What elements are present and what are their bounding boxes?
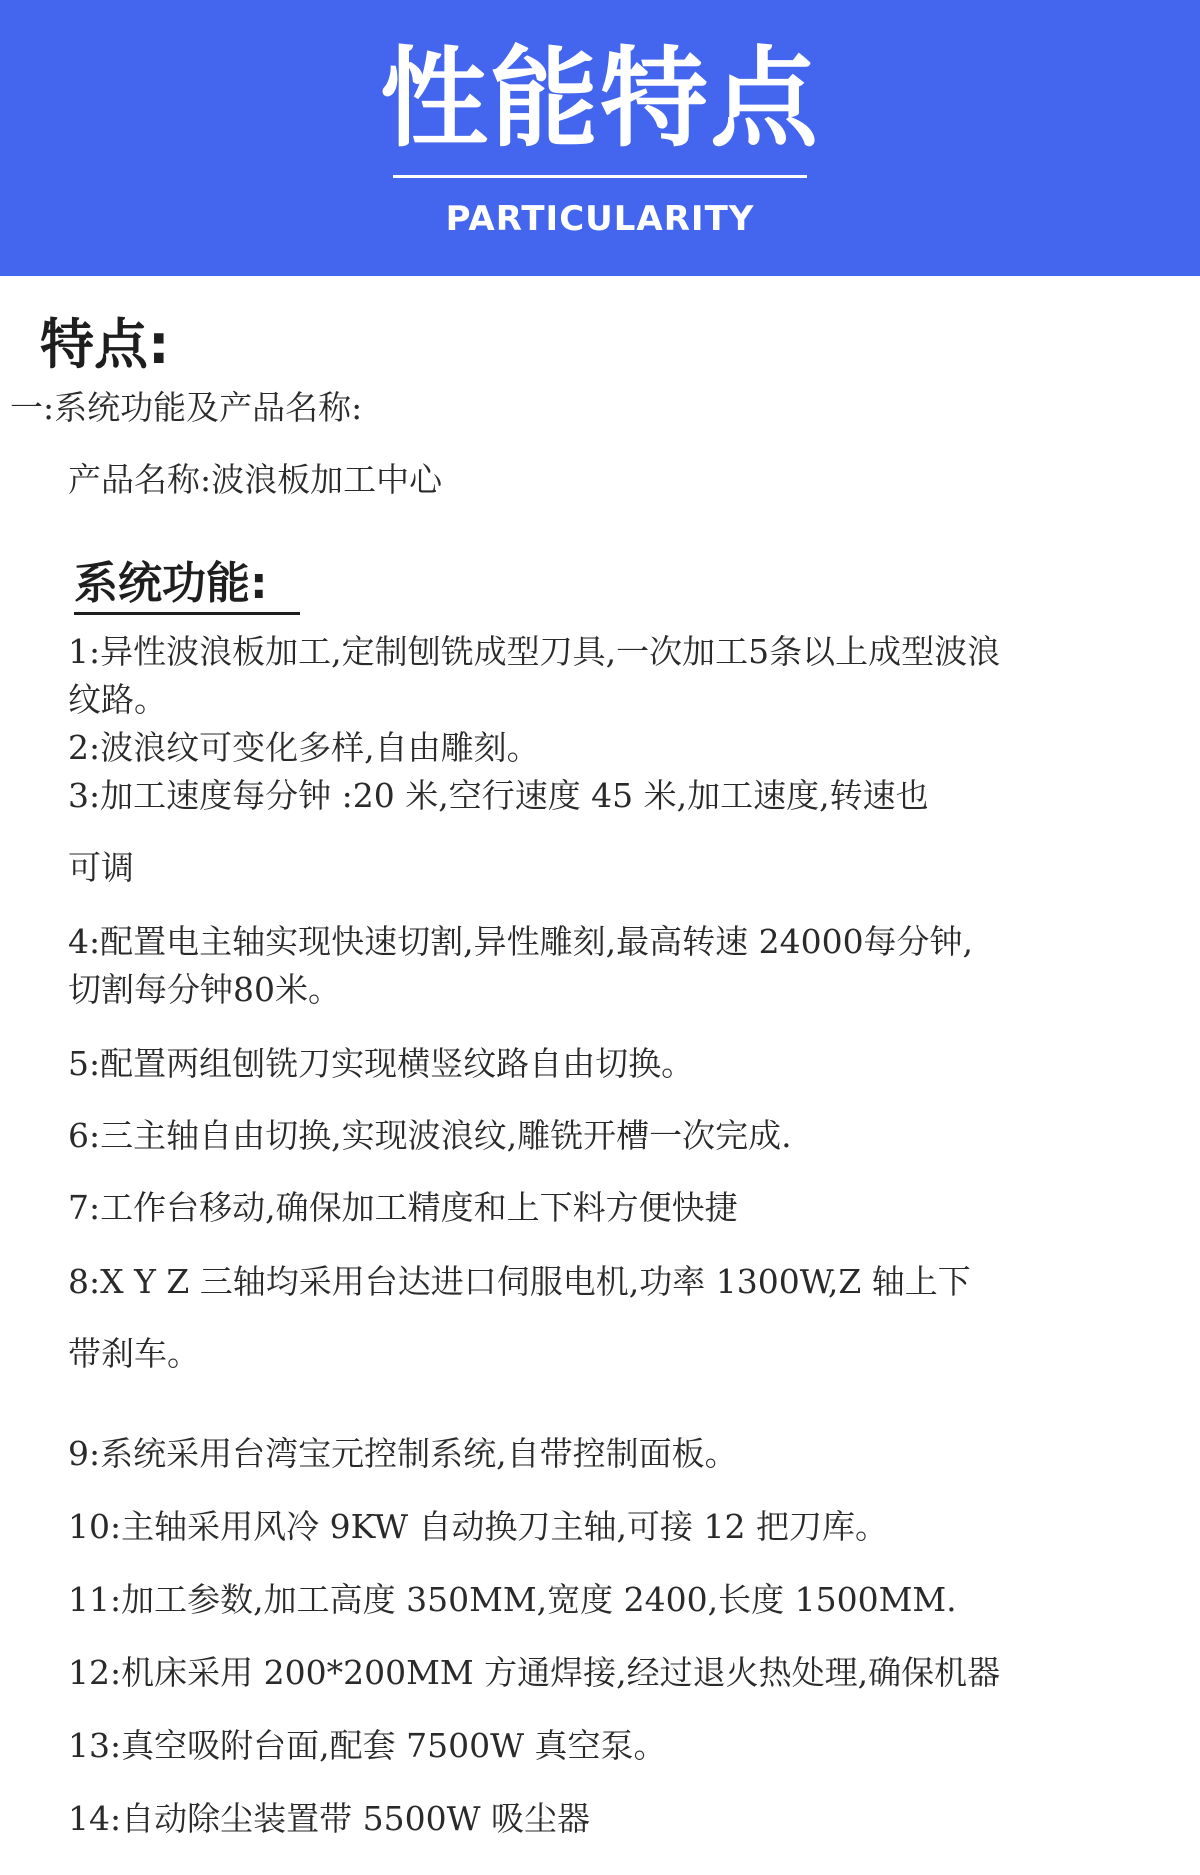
feature-item-13 <box>68 1722 1188 1770</box>
feature-item-8 <box>68 1258 1188 1378</box>
feature-item-8-line-2: 带刹车。 <box>68 1334 200 1373</box>
feature-item-1-line-1: 1:异性波浪板加工,定制刨铣成型刀具,一次加工5条以上成型波浪 <box>68 632 1001 671</box>
section-title: 一:系统功能及产品名称: <box>10 388 363 427</box>
feature-item-6-line-1: 6:三主轴自由切换,实现波浪纹,雕铣开槽一次完成. <box>68 1116 792 1155</box>
feature-item-2 <box>68 724 1188 772</box>
feature-item-10-line-1: 10:主轴采用风冷 9KW 自动换刀主轴,可接 12 把刀库。 <box>68 1507 888 1546</box>
feature-item-12 <box>68 1649 1188 1697</box>
feature-item-12-line-1: 12:机床采用 200*200MM 方通焊接,经过退火热处理,确保机器 <box>68 1653 1001 1692</box>
banner-title: 性能特点 <box>379 37 820 162</box>
feature-item-8-line-1: 8:X Y Z 三轴均采用台达进口伺服电机,功率 1300W,Z 轴上下 <box>68 1262 971 1301</box>
feature-item-10 <box>68 1503 1188 1551</box>
feature-item-11 <box>68 1576 1188 1624</box>
feature-item-4-line-1: 4:配置电主轴实现快速切割,异性雕刻,最高转速 24000每分钟, <box>68 922 974 961</box>
feature-item-9 <box>68 1430 1188 1478</box>
feature-item-13-line-1: 13:真空吸附台面,配套 7500W 真空泵。 <box>68 1726 667 1765</box>
banner-divider <box>393 175 807 178</box>
feature-item-5 <box>68 1040 1188 1088</box>
feature-item-4-line-2: 切割每分钟80米。 <box>68 970 341 1009</box>
feature-item-2-line-1: 2:波浪纹可变化多样,自由雕刻。 <box>68 728 540 767</box>
banner-subtitle: PARTICULARITY <box>445 199 755 239</box>
feature-item-6 <box>68 1112 1188 1160</box>
header-banner <box>0 0 1200 276</box>
features-heading: 特点: <box>40 313 170 376</box>
feature-item-7 <box>68 1184 1188 1232</box>
feature-item-1-line-2: 纹路。 <box>68 680 167 719</box>
feature-item-14-line-1: 14:自动除尘装置带 5500W 吸尘器 <box>68 1799 590 1838</box>
feature-item-11-line-1: 11:加工参数,加工高度 350MM,宽度 2400,长度 1500MM. <box>68 1580 957 1619</box>
feature-item-7-line-1: 7:工作台移动,确保加工精度和上下料方便快捷 <box>68 1188 738 1227</box>
system-function-heading: 系统功能: <box>74 556 300 615</box>
product-name-line: 产品名称:波浪板加工中心 <box>68 460 443 499</box>
feature-item-1 <box>68 628 1188 724</box>
feature-item-9-line-1: 9:系统采用台湾宝元控制系统,自带控制面板。 <box>68 1434 738 1473</box>
feature-item-3-line-2: 可调 <box>68 848 134 887</box>
feature-item-5-line-1: 5:配置两组刨铣刀实现横竖纹路自由切换。 <box>68 1044 695 1083</box>
feature-item-3-line-1: 3:加工速度每分钟 :20 米,空行速度 45 米,加工速度,转速也 <box>68 776 929 815</box>
feature-item-4 <box>68 918 1188 1014</box>
feature-item-3 <box>68 772 1188 892</box>
feature-item-14 <box>68 1795 1188 1843</box>
